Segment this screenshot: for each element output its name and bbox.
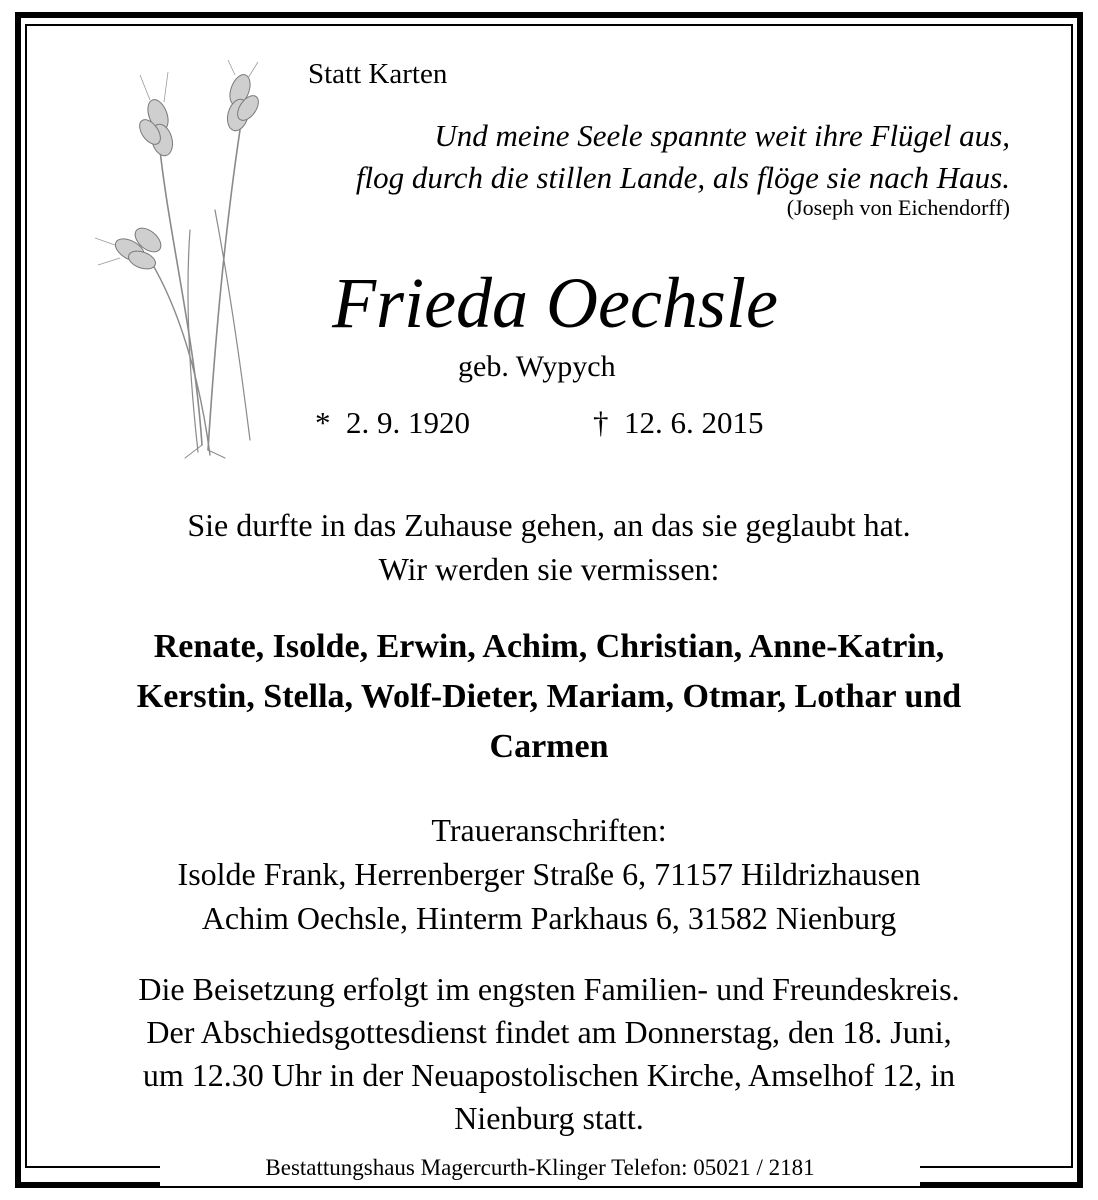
death-date: † 12. 6. 2015 (593, 405, 764, 440)
deceased-name: Frieda Oechsle (332, 263, 778, 343)
funeral-home-footer: Bestattungshaus Magercurth-Klinger Telefon: 05021 / 2181 (265, 1155, 815, 1180)
maiden-name: geb. Wypych (458, 350, 616, 383)
mourners-list (40, 622, 1058, 772)
poem-line: Und meine Seele spannte weit ihre Flügel aus, (434, 118, 1010, 153)
mourners-line: Renate, Isolde, Erwin, Achim, Christian, Anne-Katrin, (153, 628, 945, 665)
mourners-line: Kerstin, Stella, Wolf-Dieter, Mariam, Otmar, Lothar und (136, 678, 962, 715)
notice-line: um 12.30 Uhr in der Neuapostolischen Kirche, Amselhof 12, in (142, 1057, 956, 1093)
intro-text (40, 503, 1058, 591)
poem-author: (Joseph von Eichendorff) (786, 195, 1010, 220)
mourning-addresses (40, 808, 1058, 940)
notice-line: Der Abschiedsgottesdienst findet am Donnerstag, den 18. Juni, (146, 1014, 952, 1050)
notice-line: Nienburg statt. (454, 1100, 644, 1136)
poem-line: flog durch die stillen Lande, als flöge sie nach Haus. (355, 160, 1010, 195)
notice-line: Die Beisetzung erfolgt im engsten Familien- und Freundeskreis. (138, 971, 960, 1007)
poem (300, 115, 1010, 199)
funeral-notice (40, 968, 1058, 1140)
address-line: Achim Oechsle, Hinterm Parkhaus 6, 31582 Nienburg (201, 900, 897, 936)
intro-line: Sie durfte in das Zuhause gehen, an das sie geglaubt hat. (187, 507, 911, 543)
wheat-ears-icon (90, 60, 280, 460)
address-line: Isolde Frank, Herrenberger Straße 6, 71157 Hildrizhausen (177, 856, 921, 892)
mourners-line: Carmen (489, 728, 609, 765)
statt-karten: Statt Karten (308, 58, 448, 90)
birth-date: * 2. 9. 1920 (315, 405, 470, 440)
intro-line: Wir werden sie vermissen: (378, 551, 720, 587)
addresses-heading: Traueranschriften: (431, 812, 667, 848)
